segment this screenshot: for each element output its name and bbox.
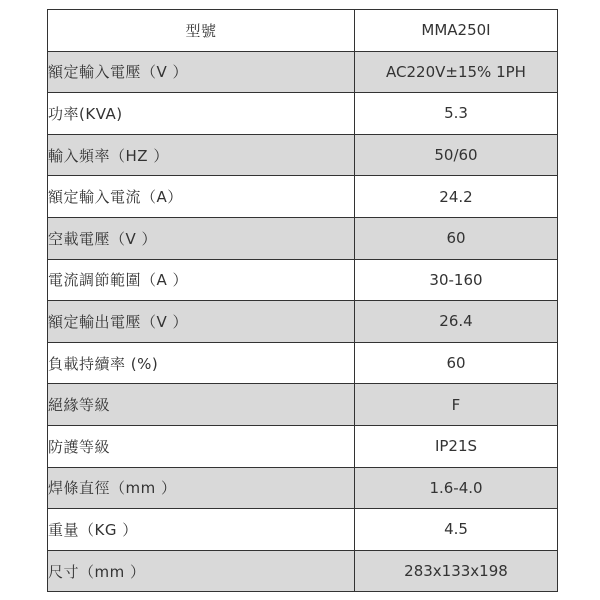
header-label: 型號 [48, 10, 355, 52]
row-label: 功率(KVA) [48, 93, 355, 135]
row-value: 60 [355, 342, 558, 384]
row-value: 4.5 [355, 509, 558, 551]
table-row [48, 342, 558, 384]
row-value: AC220V±15% 1PH [355, 51, 558, 93]
row-label: 額定輸入電流（A） [48, 176, 355, 218]
row-label: 電流調節範圍（A ） [48, 259, 355, 301]
row-value: 60 [355, 217, 558, 259]
row-label: 尺寸（mm ） [48, 550, 355, 592]
row-label: 空載電壓（V ） [48, 217, 355, 259]
header-value: MMA250I [355, 10, 558, 52]
row-label: 防護等級 [48, 425, 355, 467]
row-label: 額定輸出電壓（V ） [48, 301, 355, 343]
row-value: F [355, 384, 558, 426]
table-row [48, 134, 558, 176]
spec-table [47, 9, 558, 592]
row-label: 額定輸入電壓（V ） [48, 51, 355, 93]
row-label: 重量（KG ） [48, 509, 355, 551]
row-label: 焊條直徑（mm ） [48, 467, 355, 509]
row-value: 30-160 [355, 259, 558, 301]
table-row [48, 93, 558, 135]
table-row [48, 467, 558, 509]
row-label: 負載持續率 (%) [48, 342, 355, 384]
row-value: 24.2 [355, 176, 558, 218]
row-value: 50/60 [355, 134, 558, 176]
table-row [48, 509, 558, 551]
row-label: 絕緣等級 [48, 384, 355, 426]
table-header-row [48, 10, 558, 52]
table-row [48, 51, 558, 93]
row-label: 輸入頻率（HZ ） [48, 134, 355, 176]
table-row [48, 217, 558, 259]
table-row [48, 301, 558, 343]
table-row [48, 176, 558, 218]
row-value: 1.6-4.0 [355, 467, 558, 509]
table-row [48, 425, 558, 467]
row-value: IP21S [355, 425, 558, 467]
row-value: 5.3 [355, 93, 558, 135]
row-value: 283x133x198 [355, 550, 558, 592]
row-value: 26.4 [355, 301, 558, 343]
table-row [48, 259, 558, 301]
table-row [48, 384, 558, 426]
table-row [48, 550, 558, 592]
